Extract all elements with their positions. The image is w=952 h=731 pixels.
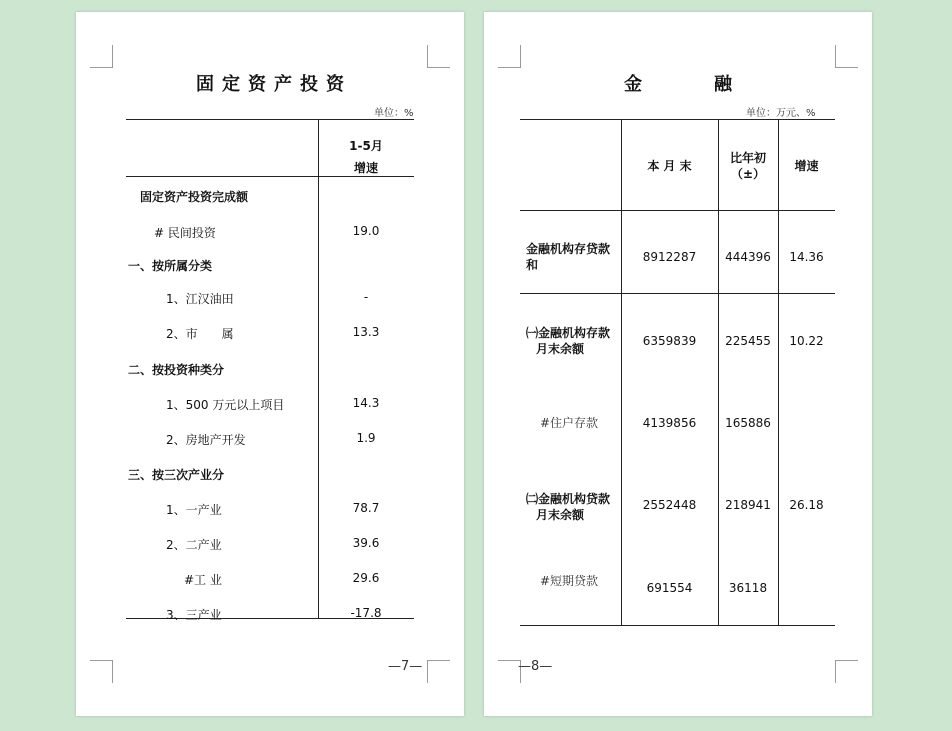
table-row (126, 325, 414, 343)
finance-table (520, 119, 835, 626)
table-row (126, 431, 414, 449)
cell-vs-start: 218941 (725, 498, 771, 512)
table-row (126, 536, 414, 554)
row-label: #短期贷款 (540, 574, 599, 588)
table-row (126, 290, 414, 308)
row-label: #工 业 (184, 573, 222, 587)
row-label: 2、市 属 (166, 327, 234, 341)
row-label: 二、按投资种类分 (128, 363, 225, 377)
row-value: 14.3 (352, 396, 380, 410)
table-rule (520, 293, 835, 294)
table-row (126, 466, 414, 484)
row-label: 1、500 万元以上项目 (166, 398, 285, 412)
page-number: —8— (518, 659, 553, 674)
table-row (126, 224, 414, 242)
crop-mark (90, 45, 113, 68)
table-row (126, 188, 414, 206)
column-header-growth: 增速 (353, 161, 378, 175)
table-rule (520, 119, 835, 120)
cell-growth: 26.18 (789, 498, 824, 512)
column-header-growth: 增速 (794, 159, 819, 173)
crop-mark (498, 45, 521, 68)
page-left (76, 12, 464, 716)
cell-month-end: 6359839 (642, 334, 697, 348)
investment-table (126, 119, 414, 622)
cell-growth: 10.22 (789, 334, 824, 348)
row-label-cont: 月末余额 (536, 508, 585, 522)
row-value: 29.6 (352, 571, 380, 585)
row-label: 2、房地产开发 (166, 433, 246, 447)
table-row (126, 396, 414, 414)
table-row (126, 257, 414, 275)
row-value: -17.8 (350, 606, 382, 620)
cell-month-end: 2552448 (642, 498, 697, 512)
page-number: —7— (388, 659, 423, 674)
row-label: 三、按三次产业分 (128, 468, 225, 482)
page-title-part2: 融 (714, 74, 732, 95)
row-label: ㈠金融机构存款 (526, 326, 611, 340)
column-divider (718, 119, 719, 626)
cell-month-end: 4139856 (642, 416, 697, 430)
row-label: #住户存款 (540, 416, 599, 430)
row-label-cont: 和 (526, 258, 539, 272)
row-value: 39.6 (352, 536, 380, 550)
cell-vs-start: 36118 (728, 581, 768, 595)
row-value: - (363, 290, 369, 304)
table-row (126, 501, 414, 519)
row-label: 金融机构存贷款 (526, 242, 611, 256)
page-right (484, 12, 872, 716)
row-value: 78.7 (352, 501, 380, 515)
table-row (126, 571, 414, 589)
row-label: # 民间投资 (154, 226, 216, 240)
unit-note: 单位：万元、% (746, 108, 816, 119)
row-label: 1、江汉油田 (166, 292, 234, 306)
column-divider (621, 119, 622, 626)
row-value: 1.9 (356, 431, 376, 445)
cell-growth: 14.36 (789, 250, 824, 264)
table-rule (126, 176, 414, 177)
cell-vs-start: 225455 (725, 334, 771, 348)
table-rule (520, 625, 835, 626)
row-label: ㈡金融机构贷款 (526, 492, 611, 506)
table-row (126, 606, 414, 624)
crop-mark (427, 660, 450, 683)
column-header-vs-start-sign: （±） (730, 167, 766, 181)
row-value: 13.3 (352, 325, 380, 339)
crop-mark (90, 660, 113, 683)
row-label: 一、按所属分类 (128, 259, 213, 273)
cell-vs-start: 165886 (725, 416, 771, 430)
row-label: 2、二产业 (166, 538, 222, 552)
table-rule (520, 210, 835, 211)
column-divider (778, 119, 779, 626)
unit-note: 单位：% (374, 108, 414, 119)
column-header-month-end: 本 月 末 (647, 159, 692, 173)
row-label: 固定资产投资完成额 (140, 190, 249, 204)
cell-month-end: 8912287 (642, 250, 697, 264)
column-header-period: 1-5月 (349, 139, 383, 153)
crop-mark (427, 45, 450, 68)
row-label: 1、一产业 (166, 503, 222, 517)
crop-mark (835, 660, 858, 683)
crop-mark (835, 45, 858, 68)
row-value: 19.0 (352, 224, 380, 238)
cell-month-end: 691554 (646, 581, 693, 595)
table-row (126, 361, 414, 379)
row-label: 3、三产业 (166, 608, 222, 622)
page-title: 固定资产投资 (196, 74, 352, 95)
table-rule (126, 119, 414, 120)
page-title-part1: 金 (624, 74, 642, 95)
column-header-vs-start: 比年初 (729, 151, 766, 165)
cell-vs-start: 444396 (725, 250, 771, 264)
row-label-cont: 月末余额 (536, 342, 585, 356)
